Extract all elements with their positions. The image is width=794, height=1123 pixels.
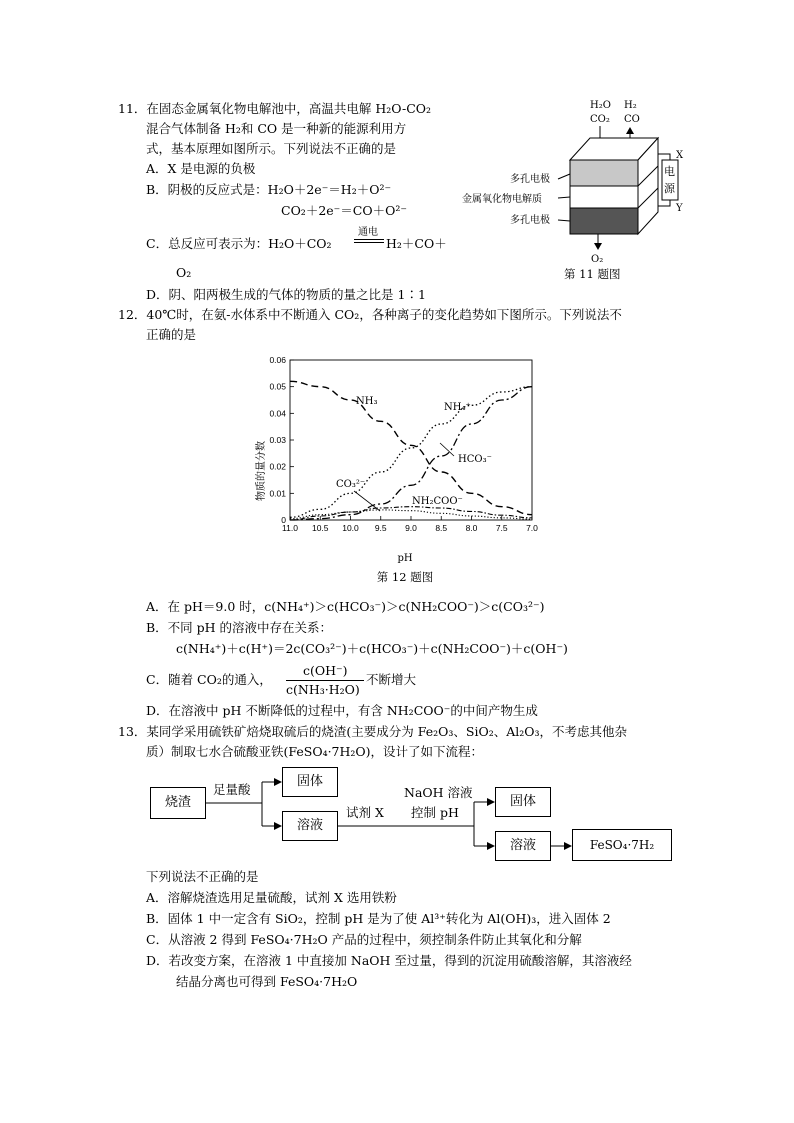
x-tick-label: 11.0	[282, 523, 298, 533]
q11-option-c-line2: O₂	[176, 265, 192, 280]
chart-plot-frame	[290, 360, 532, 520]
x-tick-label: 8.5	[435, 523, 448, 533]
series-label-co3: CO₃²⁻	[336, 479, 366, 490]
y-tick-label: 0.01	[269, 488, 286, 499]
flow-reagent-x: 试剂 X	[346, 805, 384, 820]
fig11-layer-electrolyte	[570, 186, 638, 208]
q12-stem-line1: 12．40℃时，在氨-水体系中不断通入 CO₂，各种离子的变化趋势如下图所示。下列说法不	[118, 307, 622, 322]
fig11-power-label-1: 电	[664, 165, 675, 178]
q12-option-d: D．在溶液中 pH 不断降低的过程中，有含 NH₂COO⁻的中间产物生成	[146, 703, 538, 718]
fig11-label-electrode-1: 多孔电极	[510, 174, 550, 185]
q13-stem-line1: 13．某同学采用硫铁矿焙烧取硫后的烧渣(主要成分为 Fe₂O₃、SiO₂、Al₂O₃，不考虑其他杂	[118, 724, 628, 739]
flow-box-solution1: 溶液	[282, 811, 338, 841]
q13-option-c: C．从溶液 2 得到 FeSO₄·7H₂O 产品的过程中，须控制条件防止其氧化和分解	[146, 932, 582, 947]
q11-option-b-line2: CO₂＋2e⁻＝CO＋O²⁻	[281, 203, 407, 218]
y-tick-label: 0.02	[269, 461, 286, 472]
q11-electrolysis-diagram	[458, 94, 698, 284]
q12-option-a: A．在 pH＝9.0 时，c(NH₄⁺)＞c(HCO₃⁻)＞c(NH₂COO⁻)＞c(CO₃²⁻)	[146, 599, 545, 614]
series-line-0	[290, 381, 532, 514]
series-label-nh2coo: NH₂COO⁻	[412, 496, 463, 507]
q13-stem-line2: 质）制取七水合硫酸亚铁(FeSO₄·7H₂O)，设计了如下流程：	[146, 744, 484, 759]
x-tick-label: 10.0	[342, 523, 359, 533]
q11-option-c: C．总反应可表示为：H₂O＋CO₂	[146, 236, 332, 251]
fig11-power-label-2: 源	[664, 182, 675, 195]
fig11-caption: 第 11 题图	[564, 267, 621, 281]
q11-stem-line1: 11．在固态金属氧化物电解池中，高温共电解 H₂O-CO₂	[118, 101, 432, 116]
flow-box-start: 烧渣	[150, 787, 206, 819]
x-tick-label: 9.5	[374, 523, 387, 533]
chart-ylabel: 物质的量分数	[256, 441, 267, 501]
series-label-nh3: NH₃	[356, 396, 378, 407]
flow-reagent-naoh: NaOH 溶液	[404, 785, 473, 800]
q13-option-d: D．若改变方案，在溶液 1 中直接加 NaOH 至过量，得到的沉淀用硫酸溶解，其溶液经	[146, 953, 632, 968]
fig11-label-electrode-2: 多孔电极	[510, 215, 550, 226]
q13-option-d-line2: 结晶分离也可得到 FeSO₄·7H₂O	[176, 974, 358, 989]
series-label-nh4: NH₄⁺	[444, 402, 471, 413]
q11-option-c-arrow	[354, 239, 384, 243]
fig11-output-h2: H₂	[624, 100, 637, 111]
q13-option-b: B．固体 1 中一定含有 SiO₂，控制 pH 是为了使 Al³⁺转化为 Al(OH)₃，进入固体 2	[146, 911, 611, 926]
flow-reagent-ph: 控制 pH	[411, 805, 459, 820]
y-tick-label: 0.06	[269, 355, 286, 365]
y-tick-label: 0.04	[269, 408, 286, 419]
x-tick-label: 8.0	[465, 523, 478, 533]
series-line-2	[290, 387, 532, 520]
y-tick-label: 0.03	[269, 435, 286, 445]
q11-option-c-products: H₂＋CO＋	[386, 236, 447, 251]
fig11-input-h2o: H₂O	[590, 100, 611, 111]
q11-stem-line2: 混合气体制备 H₂和 CO 是一种新的能源利用方	[146, 121, 407, 136]
fig11-input-co2: CO₂	[590, 114, 610, 125]
q11-option-a: A．X 是电源的负极	[146, 161, 256, 176]
fig11-layer-bottom-electrode	[570, 208, 638, 234]
q11-option-b: B．阴极的反应式是：H₂O＋2e⁻＝H₂＋O²⁻	[146, 182, 392, 197]
q11-option-d: D．阴、阳两极生成的气体的物质的量之比是 1∶1	[146, 287, 426, 302]
flow-reagent-acid: 足量酸	[213, 782, 251, 797]
q12-line-chart	[250, 353, 550, 588]
y-tick-label: 0	[281, 515, 286, 525]
q12-stem-line2: 正确的是	[146, 327, 197, 342]
q13-option-a: A．溶解烧渣选用足量硫酸，试剂 X 选用铁粉	[146, 890, 397, 905]
q12-option-b-line2: c(NH₄⁺)＋c(H⁺)＝2c(CO₃²⁻)＋c(HCO₃⁻)＋c(NH₂COO⁻)＋c(OH⁻)	[176, 641, 568, 656]
fig11-output-o2: O₂	[591, 254, 604, 265]
q12-option-c-denominator: c(NH₃·H₂O)	[286, 682, 360, 697]
fig11-arrow-out-icon	[594, 234, 602, 250]
q12-option-c-fraction-bar	[286, 680, 364, 681]
q12-option-c-tail: 不断增大	[366, 672, 417, 687]
q11-option-c-condition: 通电	[358, 227, 378, 238]
q11-stem-line3: 式，基本原理如图所示。下列说法不正确的是	[146, 141, 397, 156]
q12-option-c-numerator: c(OH⁻)	[303, 663, 348, 678]
chart-caption: 第 12 题图	[376, 570, 434, 584]
fig11-label-x: X	[676, 150, 684, 161]
flow-box-solid2: 固体	[495, 787, 551, 817]
q12-option-c: C．随着 CO₂的通入，	[146, 672, 272, 687]
series-line-1	[290, 387, 532, 518]
fig11-label-electrolyte: 金属氧化物电解质	[462, 194, 542, 205]
fig11-layer-top-electrode	[570, 160, 638, 186]
fig11-label-y: Y	[676, 203, 683, 214]
x-tick-label: 7.0	[526, 523, 538, 533]
q13-lead: 下列说法不正确的是	[146, 869, 259, 884]
flow-box-solution2: 溶液	[495, 831, 551, 861]
x-tick-label: 7.5	[495, 523, 508, 533]
fig11-output-co: CO	[624, 114, 640, 125]
x-tick-label: 9.0	[405, 523, 417, 533]
x-tick-label: 10.5	[311, 523, 329, 533]
chart-xlabel: pH	[397, 553, 413, 564]
y-tick-label: 0.05	[269, 381, 286, 392]
flow-box-product: FeSO₄·7H₂	[572, 829, 672, 861]
series-label-hco3: HCO₃⁻	[458, 454, 492, 465]
flow-box-solid1: 固体	[282, 767, 338, 797]
q12-option-b: B．不同 pH 的溶液中存在关系：	[146, 620, 333, 635]
